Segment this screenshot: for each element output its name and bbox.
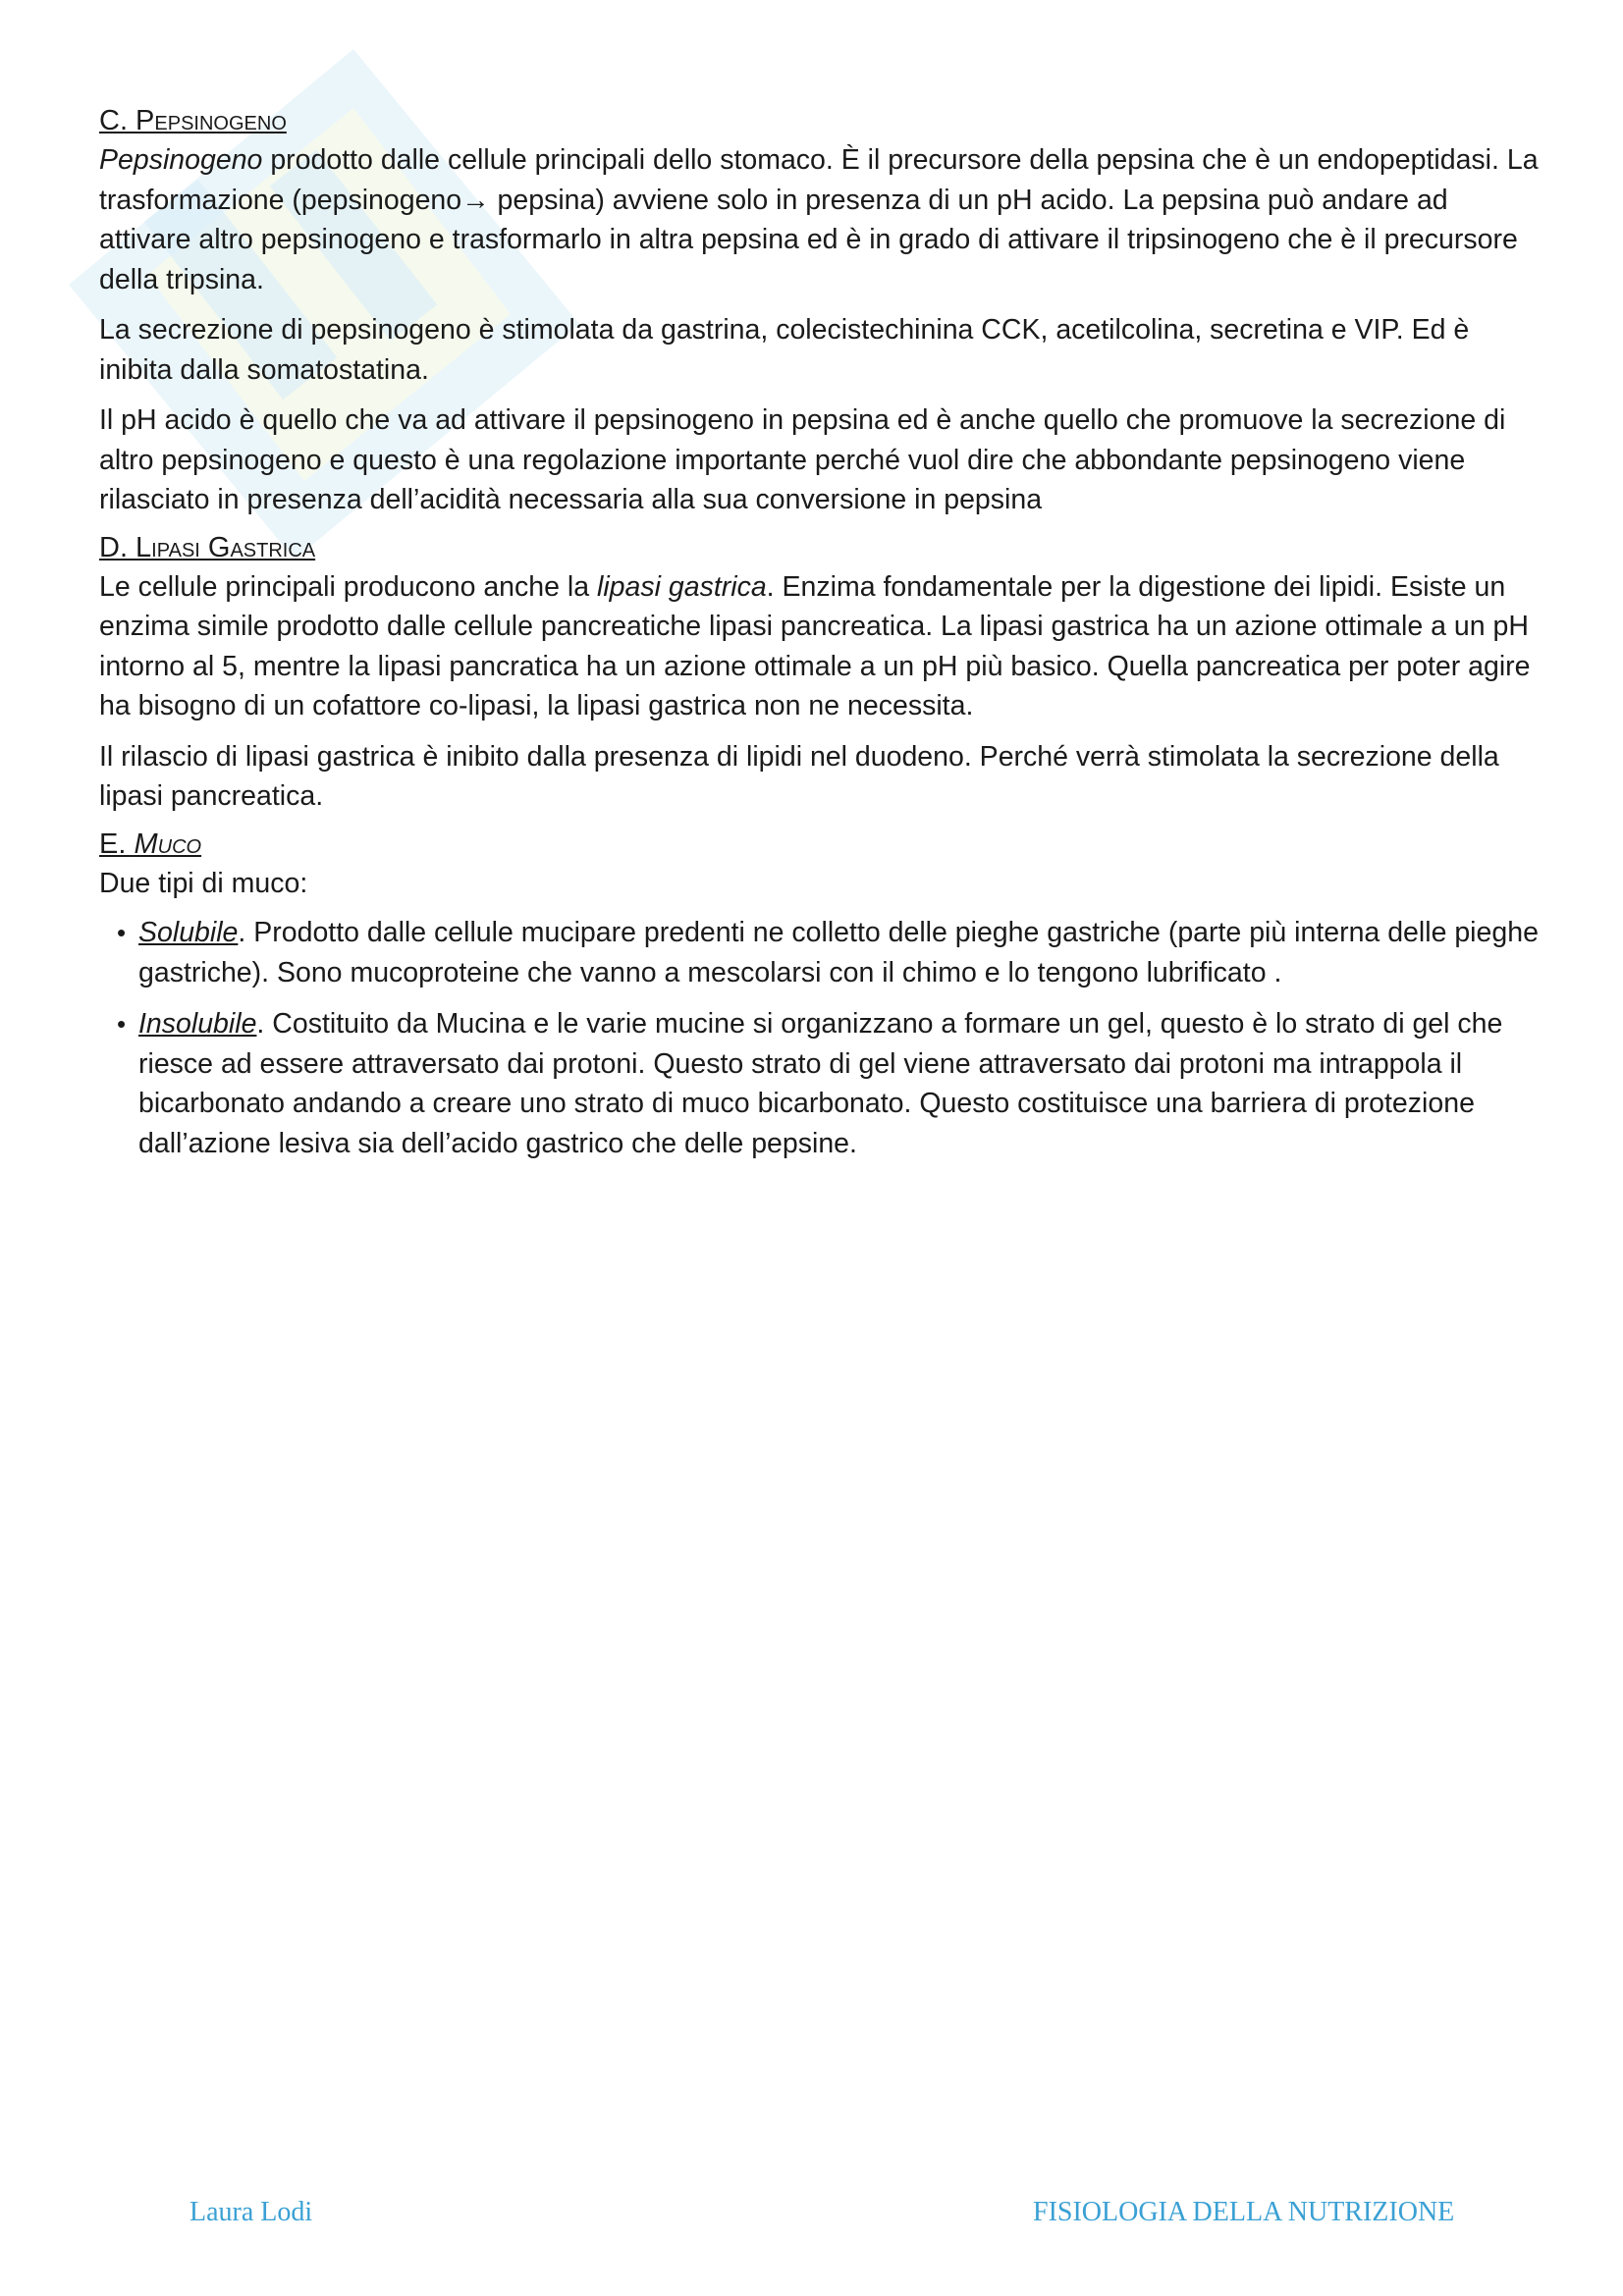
emphasized-term: lipasi gastrica (597, 570, 767, 603)
paragraph: Il pH acido è quello che va ad attivare il pepsinogeno in pepsina ed è anche quello che promuove la secrezione di altro pepsinogeno e questo è una regolazione importante perché vuol dire che abbondante pepsinogeno viene rilasciato in presenza dell’acidità necessaria alla sua conversione in pepsina (99, 404, 1506, 515)
paragraph: Le cellule principali producono anche la lipasi gastrica. Enzima fondamentale per la digestione dei lipidi. Esiste un enzima simile prodotto dalle cellule pancreatiche lipasi pancreatica. La lipasi gastrica ha un azione ottimale a un pH intorno al 5, mentre la lipasi pancratica ha un azione ottimale a un pH più basico. Quella pancreatica per poter agire ha bisogno di un cofattore co-lipasi, la lipasi gastrica non ne necessita. (99, 570, 1531, 721)
paragraph: La secrezione di pepsinogeno è stimolata da gastrina, colecistechinina CCK, acetilcolina, secretina e VIP. Ed è inibita dalla somatostatina. (99, 314, 1470, 386)
list-term: Solubile (138, 917, 239, 948)
footer-author: Laura Lodi (189, 2197, 313, 2227)
paragraph (99, 140, 1542, 299)
bullet-list (99, 913, 1542, 1163)
paragraph-text: prodotto dalle cellule principali dello stomaco. È il precursore della pepsina che è un endopeptidasi. La trasformazione (pepsinogeno→ pepsina) avviene solo in presenza di un pH acido. La pepsina può andare ad attivare altro pepsinogeno e trasformarlo in altra pepsina ed è in grado di attivare il tripsinogeno che è il precursore della tripsina. (99, 144, 1539, 295)
paragraph: Due tipi di muco: (99, 867, 308, 899)
paragraph: Il rilascio di lipasi gastrica è inibito dalla presenza di lipidi nel duodeno. Perché verrà stimolata la secrezione della lipasi pancreatica. (99, 740, 1499, 812)
section-heading: D. Lipasi Gastrica (99, 531, 316, 563)
lead-term: Pepsinogeno (99, 144, 263, 176)
bullet-icon: • (117, 918, 127, 947)
list-text: . Prodotto dalle cellule mucipare predenti ne colletto delle pieghe gastriche (parte più interna delle pieghe gastriche). Sono mucoproteine che vanno a mescolarsi con il chimo e lo tengono lubrificato . (138, 917, 1539, 988)
list-item (99, 913, 1542, 992)
section-lipasi-gastrica (99, 528, 1542, 817)
section-muco (99, 825, 1542, 1164)
section-heading: C. Pepsinogeno (99, 105, 287, 136)
list-text: . Costituito da Mucina e le varie mucine si organizzano a formare un gel, questo è lo strato di gel che riesce ad essere attraversato dai protoni. Questo strato di gel viene attraversato dai protoni ma intrappola il bicarbonato andando a creare uno strato di muco bicarbonato. Questo costituisce una barriera di protezione dall’azione lesiva sia dell’acido gastrico che delle pepsine. (138, 1008, 1503, 1159)
list-item (99, 1004, 1542, 1163)
document-body (99, 101, 1542, 1175)
bullet-icon: • (117, 1009, 127, 1039)
section-heading: E. Muco (99, 828, 202, 860)
list-term: Insolubile (138, 1008, 257, 1040)
section-pepsinogeno (99, 101, 1542, 520)
footer-course: FISIOLOGIA DELLA NUTRIZIONE (1033, 2197, 1455, 2227)
